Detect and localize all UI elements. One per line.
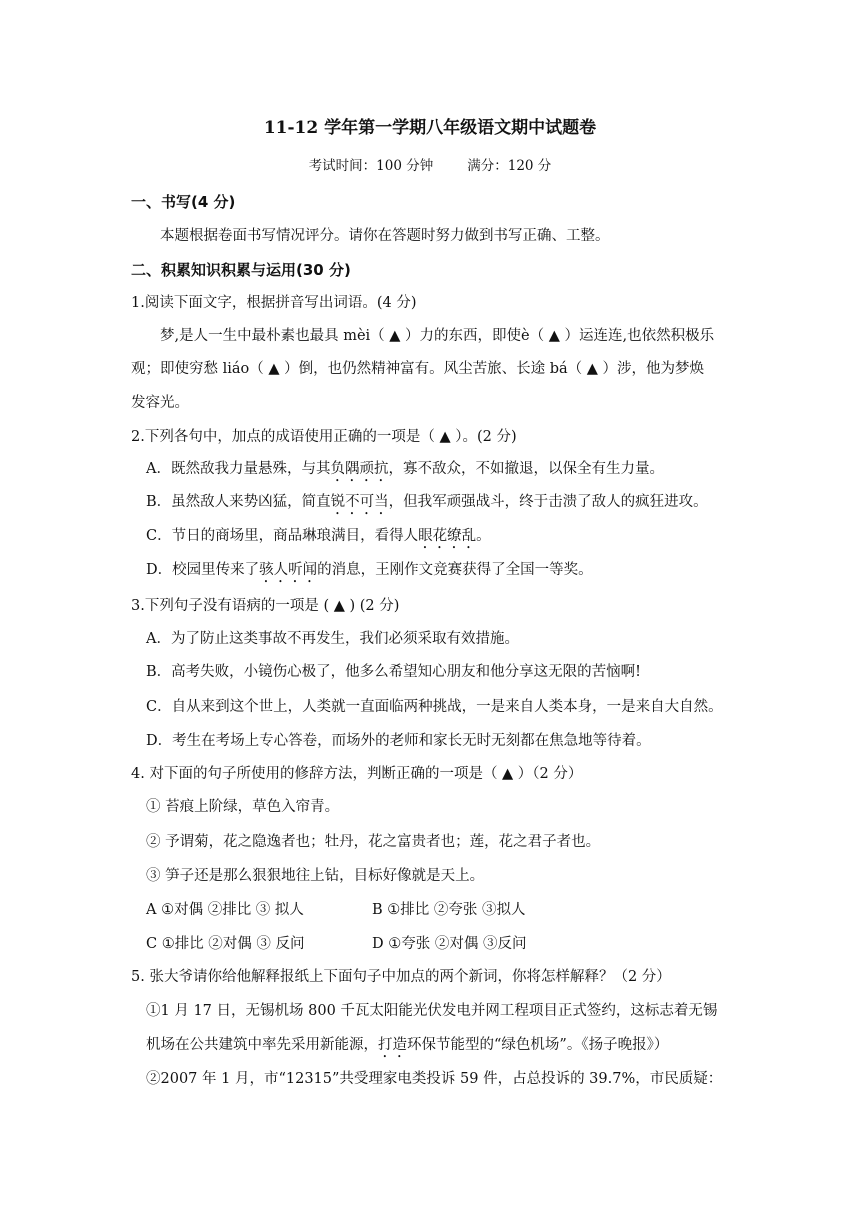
section-1-heading: 一、书写(4 分) [131,193,236,211]
q3-option-b: B．高考失败，小镜伤心极了，他多么希望知心朋友和他分享这无限的苦恼啊! [146,664,641,680]
q3-stem: 3.下列句子没有语病的一项是 ( ▲ ) (2 分) [131,598,400,614]
q1-paragraph-line: 发容光。 [131,395,189,411]
q3-option-c: C．自从来到这个世上，人类就一直面临两种挑战，一是来自人类本身，一是来自大自然。 [146,699,723,715]
q1-stem: 1.阅读下面文字，根据拼音写出词语。(4 分) [131,295,417,311]
q4-options-row [146,934,746,954]
q4-sentence: ② 予谓菊，花之隐逸者也；牡丹，花之富贵者也；莲，花之君子者也。 [146,834,601,850]
q5-paragraph-line: ①1 月 17 日，无锡机场 800 千瓦太阳能光伏发电并网工程项目正式签约，这标志着无锡 [146,1003,718,1019]
q5-paragraph-line: 机场在公共建筑中率先采用新能源，打造环保节能型的“绿色机场”。《扬子晚报》） [146,1037,669,1053]
q4-stem: 4. 对下面的句子所使用的修辞方法，判断正确的一项是（ ▲ ）（2 分） [131,766,583,782]
dotted-idiom: 负隅顽抗 [330,461,389,477]
q4-sentence: ③ 笋子还是那么狠狠地往上钻，目标好像就是天上。 [146,868,485,884]
q4-sentence: ① 苔痕上阶绿，草色入帘青。 [146,799,340,815]
full-score: 满分：120 分 [467,158,552,174]
q4-option-a: A ①对偶 ②排比 ③ 拟人 [146,902,304,918]
exam-info [0,156,860,176]
q2-option-c: C．节日的商场里，商品琳琅满目，看得人眼花缭乱。 [146,528,491,544]
q4-option-b: B ①排比 ②夸张 ③拟人 [372,902,526,918]
q4-option-c: C ①排比 ②对偶 ③ 反问 [146,936,305,952]
q3-option-a: A．为了防止这类事故不再发生，我们必须采取有效措施。 [146,631,519,647]
q2-option-b: B．虽然敌人来势凶猛，简直锐不可当，但我军顽强战斗，终于击溃了敌人的疯狂进攻。 [146,494,708,510]
q3-option-d: D．考生在考场上专心答卷，而场外的老师和家长无时无刻都在焦急地等待着。 [146,733,651,749]
dotted-word: 打造 [378,1037,407,1053]
q1-paragraph-line: 梦,是人一生中最朴素也最具 mèi（ ▲ ）力的东西，即使è（ ▲ ）运连连,也依然积极乐 [160,328,715,344]
dotted-idiom: 骇人听闻 [259,562,318,578]
q5-paragraph-line: ②2007 年 1 月，市“12315”共受理家电类投诉 59 件，占总投诉的 39.7%，市民质疑： [146,1071,723,1087]
dotted-idiom: 眼花缭乱 [418,528,477,544]
section-1-text: 本题根据卷面书写情况评分。请你在答题时努力做到书写正确、工整。 [160,228,610,244]
q2-stem: 2.下列各句中，加点的成语使用正确的一项是（ ▲ ）。(2 分) [131,429,517,445]
q2-option-d: D．校园里传来了骇人听闻的消息，王刚作文竞赛获得了全国一等奖。 [146,562,593,578]
q2-option-a: A．既然敌我力量悬殊，与其负隅顽抗，寡不敌众，不如撤退，以保全有生力量。 [146,461,664,477]
q5-stem: 5. 张大爷请你给他解释报纸上下面句子中加点的两个新词，你将怎样解释？（2 分） [131,969,671,985]
section-2-heading: 二、积累知识积累与运用(30 分) [131,261,351,279]
q1-paragraph-line: 观；即使穷愁 liáo（ ▲ ）倒，也仍然精神富有。风尘苦旅、长途 bá（ ▲ ）涉，他为梦焕 [131,361,705,377]
q4-option-d: D ①夸张 ②对偶 ③反问 [372,936,527,952]
exam-title: 11-12 学年第一学期八年级语文期中试题卷 [263,118,597,138]
dotted-idiom: 锐不可当 [330,494,389,510]
exam-time: 考试时间：100 分钟 [308,158,434,174]
q4-options-row [146,900,746,920]
